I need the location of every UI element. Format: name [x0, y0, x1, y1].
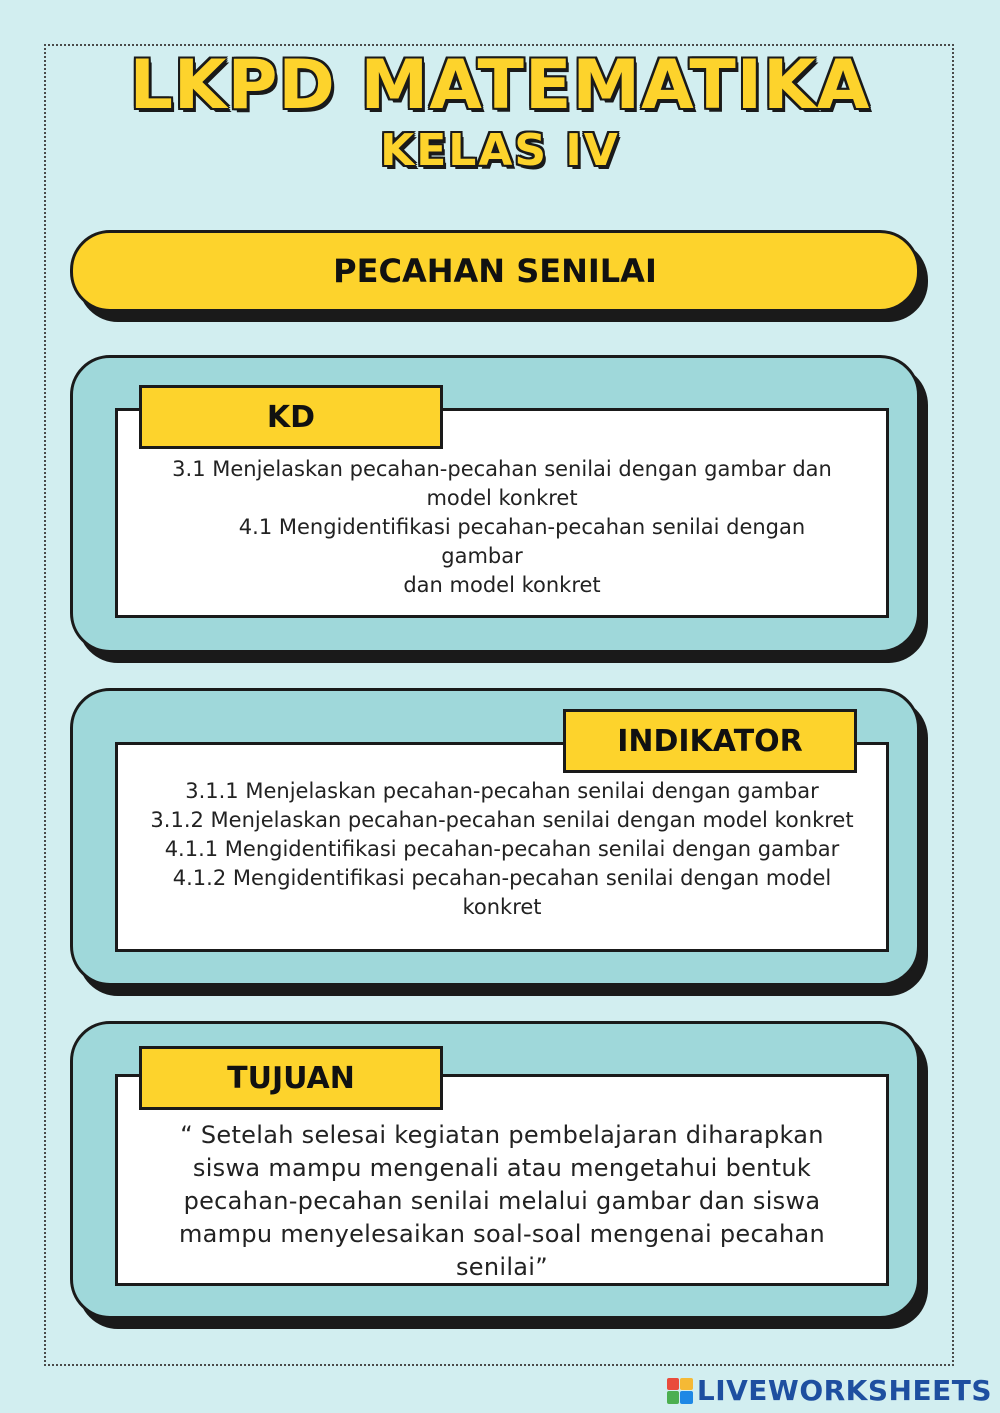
- kd-line: 4.1 Mengidentifikasi pecahan-pecahan senilai dengan: [238, 515, 806, 539]
- indikator-content-box: [115, 742, 889, 952]
- page-subtitle: KELAS IV: [380, 125, 620, 176]
- tujuan-heading-tag: [139, 1046, 443, 1110]
- topic-banner: [70, 230, 920, 312]
- liveworksheets-logo-icon: [667, 1378, 693, 1404]
- kd-line: gambar: [441, 544, 523, 568]
- kd-card: [70, 355, 920, 653]
- watermark-text: LIVEWORKSHEETS: [696, 1374, 992, 1407]
- indikator-card: [70, 688, 920, 986]
- indikator-line: 3.1.2 Menjelaskan pecahan-pecahan senilai dengan model konkret: [150, 808, 854, 832]
- tujuan-line: “ Setelah selesai kegiatan pembelajaran diharapkan: [180, 1121, 824, 1149]
- kd-heading: KD: [266, 399, 316, 435]
- logo-block: [667, 1378, 680, 1391]
- liveworksheets-watermark: [667, 1374, 992, 1407]
- logo-block: [680, 1378, 693, 1391]
- tujuan-line: senilai”: [455, 1253, 549, 1281]
- page-title: LKPD MATEMATIKA: [129, 46, 871, 125]
- logo-block: [667, 1391, 680, 1404]
- kd-line: dan model konkret: [403, 573, 601, 597]
- tujuan-line: siswa mampu mengenali atau mengetahui bentuk: [192, 1154, 812, 1182]
- tujuan-line: mampu menyelesaikan soal-soal mengenai pecahan: [178, 1220, 825, 1248]
- tujuan-line: pecahan-pecahan senilai melalui gambar dan siswa: [183, 1187, 821, 1215]
- indikator-line: 4.1.2 Mengidentifikasi pecahan-pecahan senilai dengan model: [172, 866, 832, 890]
- indikator-line: 3.1.1 Menjelaskan pecahan-pecahan senilai dengan gambar: [185, 779, 819, 803]
- kd-line: model konkret: [426, 486, 578, 510]
- kd-heading-tag: [139, 385, 443, 449]
- tujuan-text: [118, 1119, 886, 1284]
- topic-label: PECAHAN SENILAI: [333, 252, 657, 290]
- tujuan-heading: TUJUAN: [227, 1060, 355, 1096]
- indikator-heading: INDIKATOR: [617, 723, 803, 759]
- indikator-heading-tag: [563, 709, 857, 773]
- tujuan-card: [70, 1021, 920, 1319]
- logo-block: [680, 1391, 693, 1404]
- indikator-text: [118, 777, 886, 922]
- indikator-line: konkret: [462, 895, 542, 919]
- indikator-line: 4.1.1 Mengidentifikasi pecahan-pecahan senilai dengan gambar: [164, 837, 840, 861]
- kd-line: 3.1 Menjelaskan pecahan-pecahan senilai dengan gambar dan: [172, 457, 832, 481]
- kd-text: [118, 455, 886, 600]
